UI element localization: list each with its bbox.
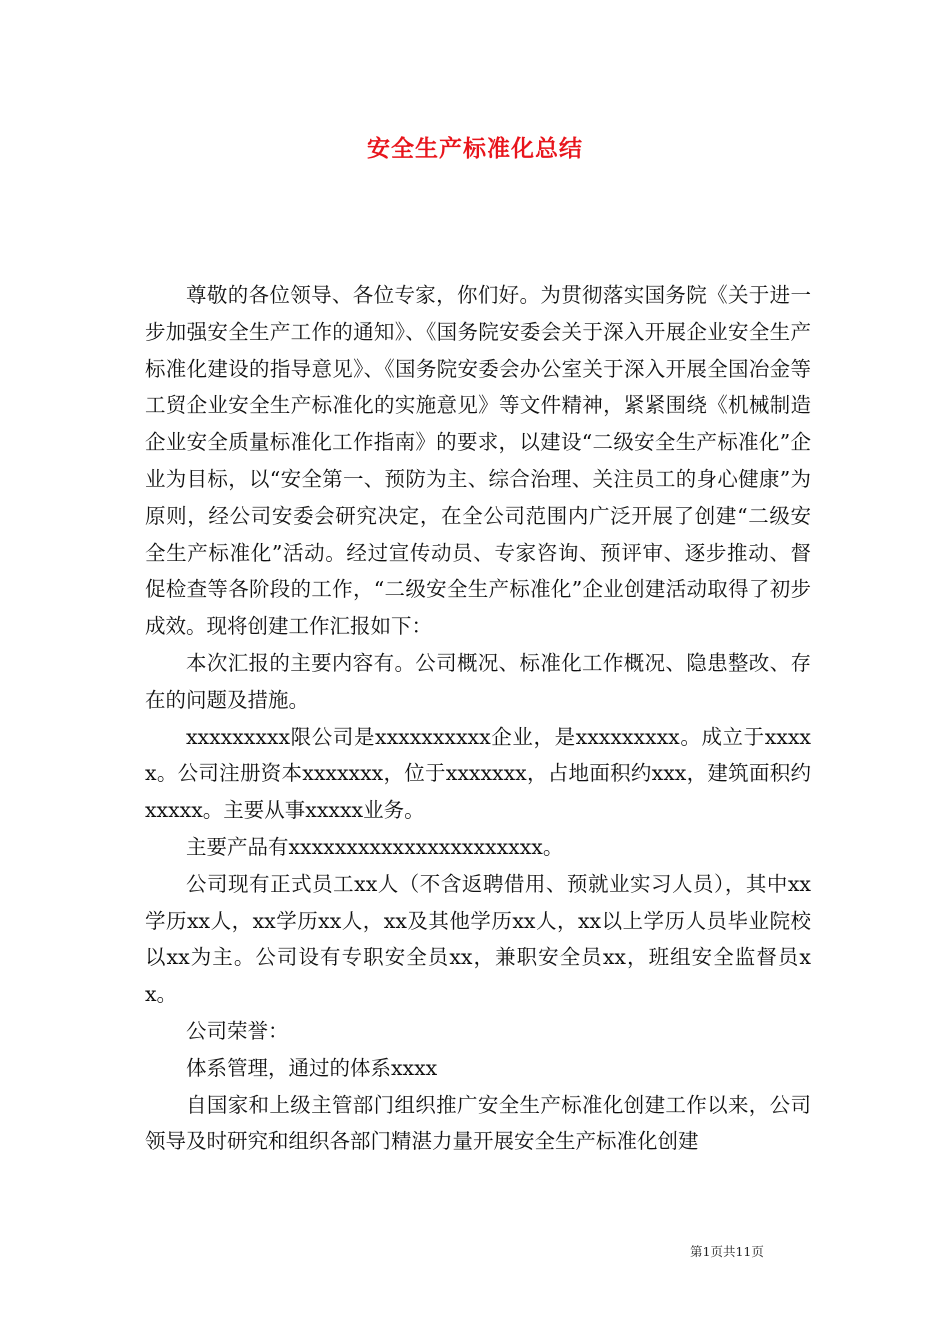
paragraph-staff: 公司现有正式员工xx人（不含返聘借用、预就业实习人员），其中xx学历xx人，xx学历xx人，xx及其他学历xx人，xx以上学历人员毕业院校以xx为主。公司设有专职安全员xx，兼职安全员xx，班组安全监督员xx。: [145, 871, 811, 1007]
document-body: [145, 277, 811, 1160]
paragraph-products: 主要产品有xxxxxxxxxxxxxxxxxxxxxx。: [186, 834, 564, 859]
paragraph-system-management: 体系管理，通过的体系xxxx: [186, 1055, 438, 1080]
page-number: 第1页共11页: [690, 1244, 764, 1259]
paragraph-honors: 公司荣誉：: [186, 1018, 289, 1043]
paragraph-standardization-work: 自国家和上级主管部门组织推广安全生产标准化创建工作以来，公司领导及时研究和组织各部门精湛力量开展安全生产标准化创建: [145, 1092, 811, 1154]
paragraph-intro: 尊敬的各位领导、各位专家，你们好。为贯彻落实国务院《关于进一步加强安全生产工作的通知》、《国务院安委会关于深入开展企业安全生产标准化建设的指导意见》、《国务院安委会办公室关于深入开展全国冶金等工贸企业安全生产标准化的实施意见》等文件精神，紧紧围绕《机械制造企业安全质量标准化工作指南》的要求，以建设“二级安全生产标准化”企业为目标，以“安全第一、预防为主、综合治理、关注员工的身心健康”为原则，经公司安委会研究决定，在全公司范围内广泛开展了创建“二级安全生产标准化”活动。经过宣传动员、专家咨询、预评审、逐步推动、督促检查等各阶段的工作，“二级安全生产标准化”企业创建活动取得了初步成效。现将创建工作汇报如下：: [145, 283, 811, 639]
paragraph-contents: 本次汇报的主要内容有。公司概况、标准化工作概况、隐患整改、存在的问题及措施。: [145, 650, 811, 712]
paragraph-company-overview: xxxxxxxxx限公司是xxxxxxxxxx企业，是xxxxxxxxx。成立于xxxxx。公司注册资本xxxxxxx，位于xxxxxxx，占地面积约xxx，建筑面积约xxxxx。主要从事xxxxx业务。: [145, 724, 811, 823]
document-title: 安全生产标准化总结: [367, 135, 583, 162]
